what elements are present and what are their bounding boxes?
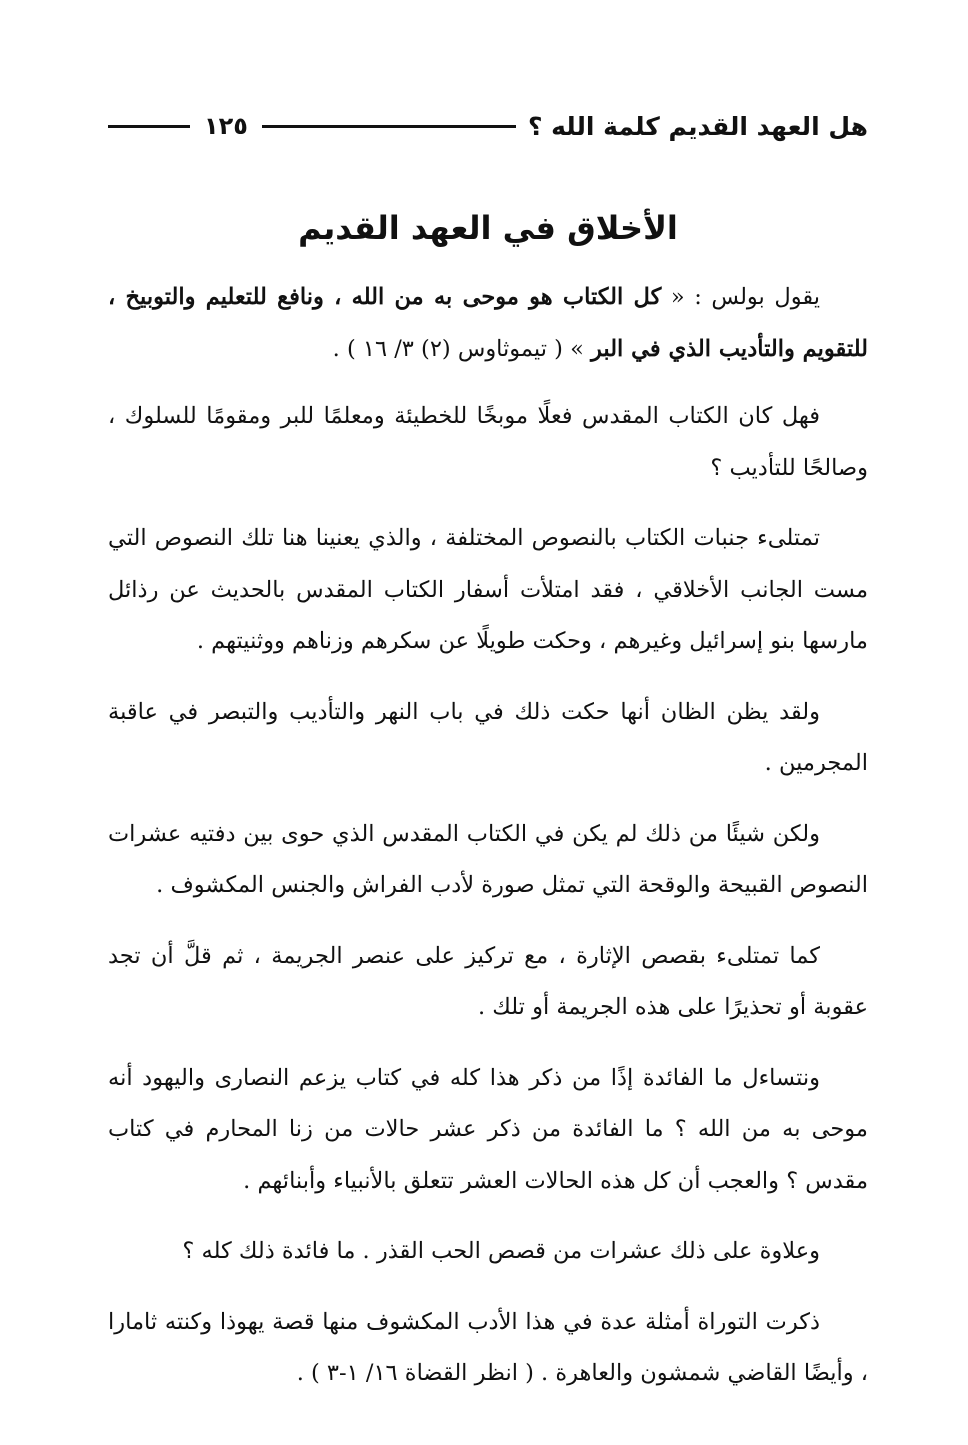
- paragraph: ونتساءل ما الفائدة إذًا من ذكر هذا كله في كتاب يزعم النصارى واليهود أنه موحى به من الله ؟ ما الفائدة من ذكر عشر حالات من زنا المحارم في كتاب مقدس ؟ والعجب أن كل هذه الحالات العشر تتعلق بالأنبياء وأبنائهم .: [108, 1064, 868, 1194]
- running-header: [108, 104, 868, 148]
- running-header-title: هل العهد القديم كلمة الله ؟: [527, 111, 868, 141]
- paragraph: فهل كان الكتاب المقدس فعلًا موبخًا للخطيئة ومعلمًا للبر ومقومًا للسلوك ، وصالحًا للتأديب ؟: [108, 403, 868, 481]
- page-number: ١٢٥: [204, 112, 248, 140]
- paragraph: كما تمتلىء بقصص الإثارة ، مع تركيز على عنصر الجريمة ، ثم قلَّ أن تجد عقوبة أو تحذيرًا على هذه الجريمة أو تلك .: [108, 942, 868, 1020]
- paragraph: وعلاوة على ذلك عشرات من قصص الحب القذر . ما فائدة ذلك كله ؟: [182, 1238, 820, 1264]
- quote-reference: » ( تيموثاوس (٢) ٣/ ١٦ ) .: [332, 335, 591, 362]
- header-rule-short: [108, 125, 190, 128]
- section-title: الأخلاق في العهد القديم: [298, 209, 678, 247]
- bible-quote: كل الكتاب هو موحى به من الله ، ونافع للتعليم والتوبيخ ، للتقويم والتأديب الذي في البر: [108, 284, 868, 362]
- paragraph-quote-intro: يقول بولس : «: [661, 284, 821, 310]
- paragraph: ولكن شيئًا من ذلك لم يكن في الكتاب المقدس الذي حوى بين دفتيه عشرات النصوص القبيحة والوقحة التي تمثل صورة لأدب الفراش والجنس المكشوف .: [108, 820, 868, 898]
- paragraph: تمتلىء جنبات الكتاب بالنصوص المختلفة ، والذي يعنينا هنا تلك النصوص التي مست الجانب الأخلاقي ، فقد امتلأت أسفار الكتاب المقدس بالحديث عن رذائل مارسها بنو إسرائيل وغيرهم ، وحكت طويلًا عن سكرهم وزناهم ووثنيتهم .: [108, 525, 868, 654]
- header-rule-long: [262, 125, 516, 128]
- paragraph-quote: [108, 272, 868, 375]
- paragraph: ولقد يظن الظان أنها حكت ذلك في باب النهر والتأديب والتبصر في عاقبة المجرمين .: [108, 698, 868, 776]
- paragraph: ذكرت التوراة أمثلة عدة في هذا الأدب المكشوف منها قصة يهوذا وكنته ثامارا ، وأيضًا القاضي شمشون والعاهرة . ( انظر القضاة ١٦/ ١-٣ ) .: [108, 1308, 868, 1386]
- body-text: [108, 272, 868, 1419]
